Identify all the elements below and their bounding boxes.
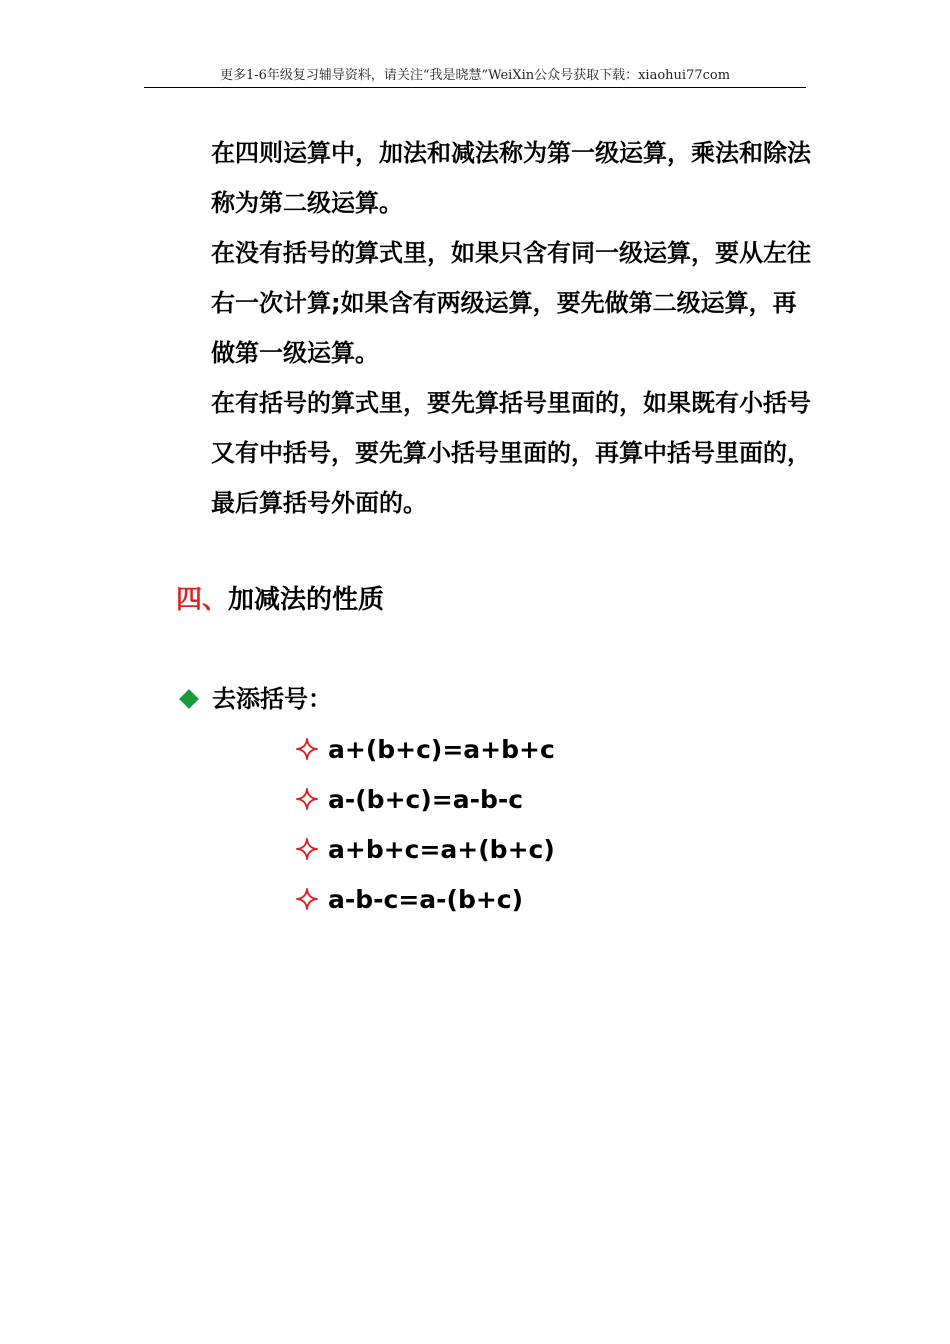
formula-item — [296, 724, 555, 774]
diamond-bullet-icon — [179, 689, 199, 709]
formula-text: a+b+c=a+(b+c) — [328, 834, 555, 864]
paragraph-no-brackets: 在没有括号的算式里，如果只含有同一级运算，要从左往右一次计算;如果含有两级运算，要先做第二级运算，再做第一级运算。 — [211, 239, 811, 367]
section-number: 四、 — [176, 585, 229, 615]
formula-item — [296, 774, 555, 824]
paragraph-with-brackets: 在有括号的算式里，要先算括号里面的，如果既有小括号又有中括号，要先算小括号里面的，再算中括号里面的，最后算括号外面的。 — [211, 389, 811, 517]
four-point-star-icon — [296, 738, 318, 760]
body-text — [211, 128, 811, 528]
formula-text: a+(b+c)=a+b+c — [328, 734, 555, 764]
formula-text: a-(b+c)=a-b-c — [328, 784, 524, 814]
header-divider — [144, 87, 806, 88]
page-header: 更多1-6年级复习辅导资料，请关注“我是晓慧”WeiXin公众号获取下载：xiaohui77com — [219, 68, 731, 83]
section-heading — [176, 576, 384, 624]
four-point-star-icon — [296, 788, 318, 810]
four-point-star-icon — [296, 838, 318, 860]
four-point-star-icon — [296, 888, 318, 910]
formula-item — [296, 874, 555, 924]
formula-list — [296, 724, 555, 924]
formula-text: a-b-c=a-(b+c) — [328, 884, 524, 914]
subsection-heading — [180, 676, 332, 722]
formula-item — [296, 824, 555, 874]
section-title: 加减法的性质 — [228, 585, 385, 615]
paragraph-operation-levels: 在四则运算中，加法和减法称为第一级运算，乘法和除法称为第二级运算。 — [211, 139, 811, 217]
subsection-title: 去添括号： — [212, 685, 332, 713]
